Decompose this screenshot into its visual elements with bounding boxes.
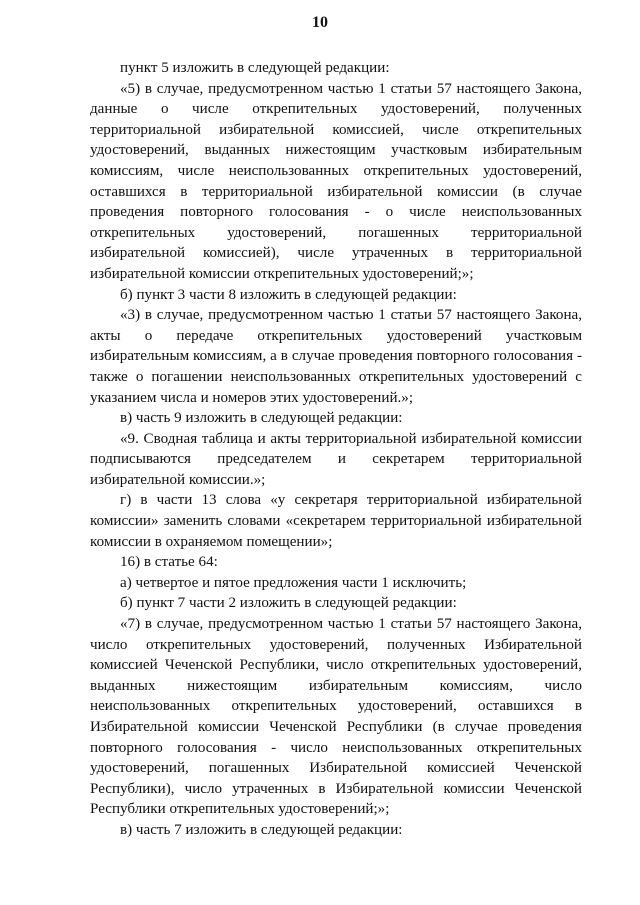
paragraph-item-5-text: «5) в случае, предусмотренном частью 1 статьи 57 настоящего Закона, данные о числе открепительных удостоверений, полученных территориальной избирательной комиссией, числе открепительных удостоверений, выданных нижестоящим участковым избирательным комиссиям, числе неиспользованных открепительных удостоверений, оставшихся в территориальной избирательной комиссии (в случае проведения повторного голосования - о числе неиспользованных открепительных удостоверений, погашенных территориальной избирательной комиссией), числе утраченных в территориальной избирательной комиссии открепительных удостоверений;»; xyxy=(90,80,582,282)
page-number: 10 xyxy=(312,14,328,31)
paragraph-amend-part-7: в) часть 7 изложить в следующей редакции: xyxy=(120,821,403,838)
paragraph-amend-part-13: г) в части 13 слова «у секретаря территориальной избирательной комиссии» заменить словами «секретарем территориальной избирательной комиссии в охраняемом помещении»; xyxy=(90,492,582,550)
paragraph-amend-part-9: в) часть 9 изложить в следующей редакции: xyxy=(120,410,403,427)
paragraph-item-3-text: «3) в случае, предусмотренном частью 1 статьи 57 настоящего Закона, акты о передаче открепительных удостоверений участковым избирательным комиссиям, а в случае проведения повторного голосования - также о погашении неиспользованных открепительных удостоверений с указанием числа и номеров этих удостоверений.»; xyxy=(90,307,582,406)
paragraph-article-64-heading: 16) в статье 64: xyxy=(120,554,218,571)
paragraph-amend-item-3-part-8: б) пункт 3 части 8 изложить в следующей редакции: xyxy=(120,286,457,303)
paragraph-part-9-text: «9. Сводная таблица и акты территориальной избирательной комиссии подписываются председателем и секретарем территориальной избирательной комиссии.»; xyxy=(90,430,582,488)
document-body xyxy=(90,58,582,841)
paragraph-amend-item-5: пункт 5 изложить в следующей редакции: xyxy=(120,60,390,76)
paragraph-amend-item-7-part-2: б) пункт 7 части 2 изложить в следующей редакции: xyxy=(120,595,457,612)
paragraph-amend-part-1: а) четвертое и пятое предложения части 1 исключить; xyxy=(120,574,467,591)
paragraph-item-7-text: «7) в случае, предусмотренном частью 1 статьи 57 настоящего Закона, число открепительных удостоверений, полученных Избирательной комиссией Чеченской Республики, число открепительных удостоверений, выданных нижестоящим избирательным комиссиям, число неиспользованных открепительных удостоверений, оставшихся в Избирательной комиссии Чеченской Республики (в случае проведения повторного голосования - число неиспользованных открепительных удостоверений, погашенных Избирательной комиссией Чеченской Республики), число утраченных в Избирательной комиссии Чеченской Республики открепительных удостоверений;»; xyxy=(90,616,582,818)
